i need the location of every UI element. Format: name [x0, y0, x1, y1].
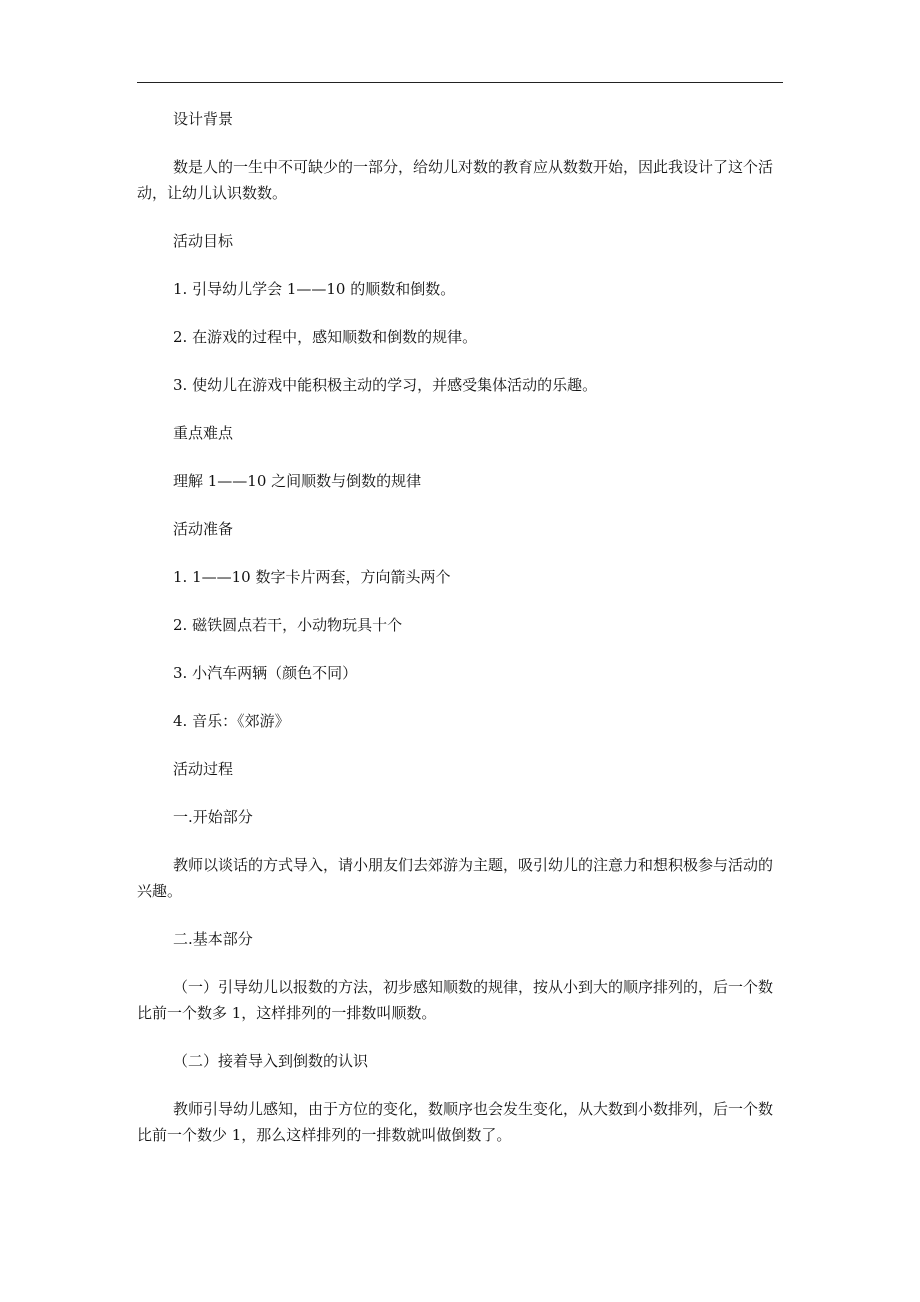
heading-activity-process: 活动过程 [173, 760, 234, 778]
paragraph-background: 数是人的一生中不可缺少的一部分，给幼儿对数的教育应从数数开始，因此我设计了这个活动，让幼儿认识数数。 [137, 158, 774, 202]
heading-design-background: 设计背景 [173, 110, 234, 128]
heading-part-one: 一.开始部分 [173, 808, 253, 826]
heading-part-two-b: （二）接着导入到倒数的认识 [173, 1052, 369, 1070]
header-rule [137, 82, 783, 83]
paragraph-part-two-b: 教师引导幼儿感知，由于方位的变化，数顺序也会发生变化，从大数到小数排列，后一个数比前一个数少 1，那么这样排列的一排数就叫做倒数了。 [137, 1100, 774, 1144]
prep-item-3: 3. 小汽车两辆（颜色不同） [173, 664, 358, 682]
heading-preparation: 活动准备 [173, 520, 234, 538]
goal-item-2: 2. 在游戏的过程中，感知顺数和倒数的规律。 [173, 328, 478, 346]
heading-key-points: 重点难点 [173, 424, 234, 442]
heading-part-two: 二.基本部分 [173, 930, 253, 948]
paragraph-part-one: 教师以谈话的方式导入，请小朋友们去郊游为主题，吸引幼儿的注意力和想积极参与活动的兴趣。 [137, 856, 774, 900]
prep-item-2: 2. 磁铁圆点若干，小动物玩具十个 [173, 616, 403, 634]
paragraph-part-two-a: （一）引导幼儿以报数的方法，初步感知顺数的规律，按从小到大的顺序排列的，后一个数比前一个数多 1，这样排列的一排数叫顺数。 [137, 978, 774, 1022]
document-body [137, 106, 787, 1148]
paragraph-key-points: 理解 1——10 之间顺数与倒数的规律 [173, 472, 422, 490]
goal-item-3: 3. 使幼儿在游戏中能积极主动的学习，并感受集体活动的乐趣。 [173, 376, 598, 394]
goal-item-1: 1. 引导幼儿学会 1——10 的顺数和倒数。 [173, 280, 456, 298]
prep-item-1: 1. 1——10 数字卡片两套，方向箭头两个 [173, 568, 451, 586]
prep-item-4: 4. 音乐：《郊游》 [173, 712, 290, 730]
heading-activity-goals: 活动目标 [173, 232, 234, 250]
